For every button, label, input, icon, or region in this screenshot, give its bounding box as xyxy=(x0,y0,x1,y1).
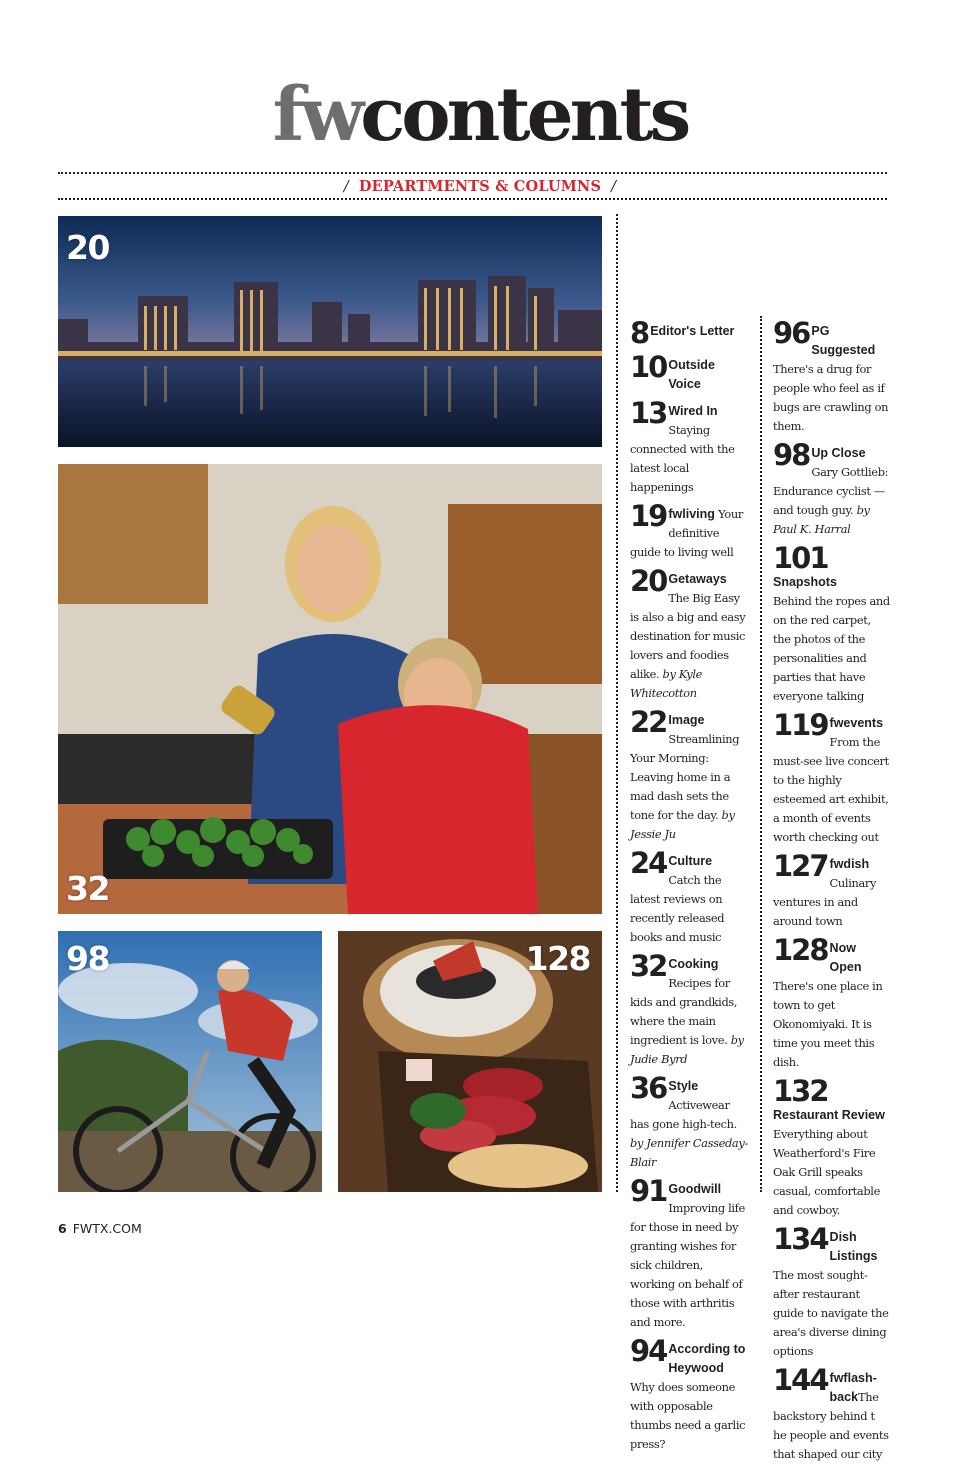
toc-title: fwliving xyxy=(668,507,715,521)
toc-page-number: 36 xyxy=(630,1071,667,1105)
toc-title: fwevents xyxy=(829,716,884,730)
toc-description: There's a drug for people who feel as if bugs are crawling on them. xyxy=(773,362,889,433)
toc-page-number: 96 xyxy=(773,316,810,350)
toc-description: The most sought-after restaurant guide to navigate the area's diverse dining options xyxy=(773,1268,889,1358)
toc-entry[interactable] xyxy=(630,949,748,1067)
toc-description: Recipes for kids and grandkids, where the main ingredient is love. xyxy=(630,976,738,1047)
toc-author: by Paul K. Harral xyxy=(773,503,870,536)
toc-title: fwflash-back xyxy=(829,1371,877,1404)
toc-entry[interactable] xyxy=(773,933,891,1070)
photo-cyclist[interactable] xyxy=(58,931,322,1192)
toc-description: Behind the ropes and on the red carpet, the photos of the personalities and parties that have everyone talking xyxy=(773,594,890,703)
toc-column-left xyxy=(630,316,748,1460)
column-divider-middle xyxy=(760,316,762,1192)
toc-description: Everything about Weatherford's Fire Oak Grill speaks casual, comfortable and cowboy. xyxy=(773,1127,880,1217)
toc-author: by Jennifer Casseday-Blair xyxy=(630,1136,748,1169)
photo-page-number: 98 xyxy=(66,939,109,978)
photo-kitchen-cooking[interactable] xyxy=(58,464,602,914)
toc-author: by Kyle Whitecotton xyxy=(630,667,703,700)
toc-page-number: 94 xyxy=(630,1334,667,1368)
toc-description: Improving life for those in need by granting wishes for sick children, working on behalf of those with arthritis and more. xyxy=(630,1201,745,1329)
toc-entry[interactable] xyxy=(773,316,891,434)
toc-entry[interactable] xyxy=(630,316,748,350)
skyline-illustration xyxy=(58,216,602,447)
toc-entry[interactable] xyxy=(630,846,748,945)
toc-page-number: 134 xyxy=(773,1222,828,1256)
toc-entry[interactable] xyxy=(773,1074,891,1218)
toc-description: Activewear has gone high-tech. xyxy=(630,1098,737,1131)
toc-description: Streamlining Your Morning: Leaving home in a mad dash sets the tone for the day. xyxy=(630,732,740,822)
toc-page-number: 101 xyxy=(773,541,828,575)
title-prefix: fw xyxy=(272,72,361,158)
toc-entry[interactable] xyxy=(773,541,891,704)
toc-description: Gary Gottlieb: Endurance cyclist — and tough guy. xyxy=(773,465,889,517)
toc-title: Goodwill xyxy=(668,1182,722,1196)
section-heading xyxy=(0,178,960,195)
toc-title: PG Suggested xyxy=(811,324,876,357)
toc-description: From the must-see live concert to the highly esteemed art exhibit, a month of events worth checking out xyxy=(773,735,889,844)
toc-page-number: 24 xyxy=(630,846,667,880)
kitchen-illustration xyxy=(58,464,602,914)
toc-page-number: 91 xyxy=(630,1174,667,1208)
page-footer xyxy=(58,1221,142,1236)
photo-page-number: 128 xyxy=(525,939,590,978)
photo-page-number: 32 xyxy=(66,869,109,908)
toc-entry[interactable] xyxy=(630,1174,748,1330)
toc-entry[interactable] xyxy=(630,499,748,560)
section-slash-right: / xyxy=(611,179,617,195)
toc-page-number: 22 xyxy=(630,705,667,739)
toc-title: Style xyxy=(668,1079,699,1093)
toc-entry[interactable] xyxy=(630,564,748,701)
toc-page-number: 127 xyxy=(773,849,828,883)
toc-page-number: 19 xyxy=(630,499,667,533)
top-divider xyxy=(58,172,887,174)
toc-entry[interactable] xyxy=(773,1363,891,1462)
toc-title: Dish Listings xyxy=(829,1230,878,1263)
folio-page-number: 6 xyxy=(58,1221,67,1236)
toc-title: Culture xyxy=(668,854,713,868)
photo-okonomiyaki-dish[interactable] xyxy=(338,931,602,1192)
toc-description: Why does someone with opposable thumbs need a garlic press? xyxy=(630,1380,746,1451)
toc-page-number: 128 xyxy=(773,933,828,967)
section-slash-left: / xyxy=(343,179,349,195)
toc-title: Image xyxy=(668,713,705,727)
toc-description: Your definitive guide to living well xyxy=(630,507,743,559)
toc-title: Snapshots xyxy=(773,575,837,589)
bottom-divider xyxy=(58,198,887,200)
toc-page-number: 98 xyxy=(773,438,810,472)
toc-description: Catch the latest reviews on recently released books and music xyxy=(630,873,725,944)
toc-page-number: 10 xyxy=(630,350,667,384)
toc-entry[interactable] xyxy=(773,708,891,845)
toc-page-number: 132 xyxy=(773,1074,828,1108)
toc-title: Editor's Letter xyxy=(650,324,735,338)
toc-title: Cooking xyxy=(668,957,719,971)
section-label: DEPARTMENTS & COLUMNS xyxy=(358,178,602,195)
toc-page-number: 32 xyxy=(630,949,667,983)
toc-description: The Big Easy is also a big and easy destination for music lovers and foodies alike. xyxy=(630,591,746,681)
toc-title: Wired In xyxy=(668,404,718,418)
photo-page-number: 20 xyxy=(66,228,109,267)
toc-title: fwdish xyxy=(829,857,870,871)
toc-page-number: 119 xyxy=(773,708,828,742)
toc-description: There's one place in town to get Okonomiyaki. It is time you meet this dish. xyxy=(773,979,883,1069)
toc-description: Culinary ventures in and around town xyxy=(773,876,877,928)
toc-page-number: 13 xyxy=(630,396,667,430)
toc-title: According to Heywood xyxy=(668,1342,746,1375)
title-word: contents xyxy=(360,72,688,158)
site-url[interactable]: FWTX.COM xyxy=(72,1221,142,1236)
page-title xyxy=(0,72,960,158)
toc-entry[interactable] xyxy=(630,705,748,842)
toc-entry[interactable] xyxy=(773,438,891,537)
toc-author: by Judie Byrd xyxy=(630,1033,744,1066)
toc-title: Outside Voice xyxy=(668,358,715,391)
photo-city-skyline[interactable] xyxy=(58,216,602,447)
toc-page-number: 8 xyxy=(630,316,649,350)
toc-entry[interactable] xyxy=(630,396,748,495)
toc-title: Up Close xyxy=(811,446,866,460)
toc-author: by Jessie Ju xyxy=(630,808,735,841)
toc-page-number: 144 xyxy=(773,1363,828,1397)
toc-entry[interactable] xyxy=(630,350,748,392)
toc-description: The backstory behind t he people and events that shaped our city xyxy=(773,1390,889,1461)
toc-title: Restaurant Review xyxy=(773,1108,885,1122)
toc-title: Now Open xyxy=(829,941,862,974)
toc-page-number: 20 xyxy=(630,564,667,598)
toc-entry[interactable] xyxy=(630,1334,748,1452)
toc-entry[interactable] xyxy=(773,1222,891,1359)
toc-entry[interactable] xyxy=(773,849,891,929)
column-divider-left xyxy=(616,214,618,1192)
toc-entry[interactable] xyxy=(630,1071,748,1170)
toc-column-right xyxy=(773,316,891,1470)
toc-title: Getaways xyxy=(668,572,727,586)
toc-description: Staying connected with the latest local happenings xyxy=(630,423,735,494)
